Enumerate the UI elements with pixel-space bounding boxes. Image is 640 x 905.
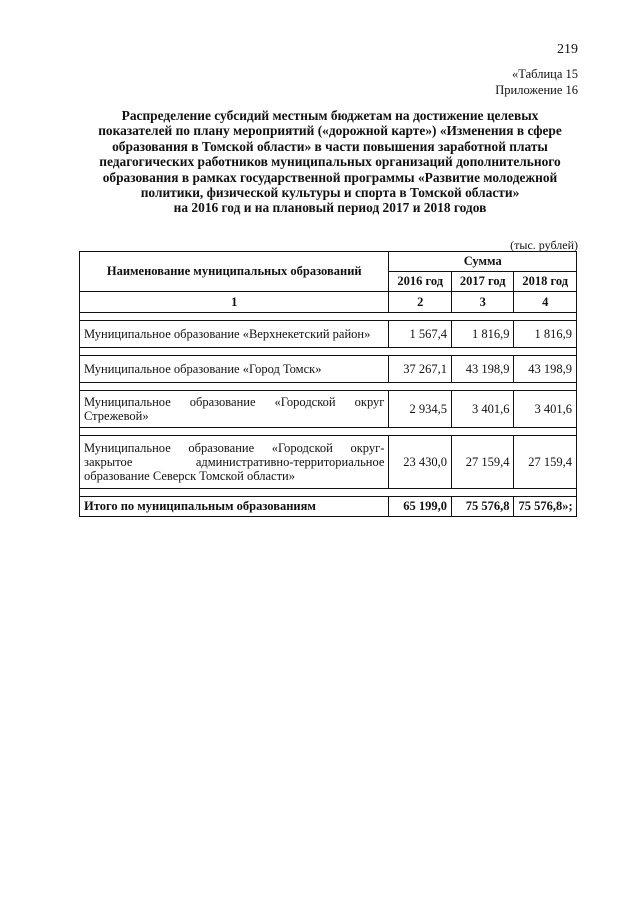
spacer-cell [80,489,577,497]
appendix-label: Приложение 16 [495,83,578,97]
amount-2018: 1 816,9 [514,321,577,348]
subsidy-table [79,251,577,517]
title-line: политики, физической культуры и спорта в Томской области» [140,185,520,201]
title-line: образования в Томской области» в части повышения заработной платы [112,138,548,154]
column-index: 3 [451,292,514,313]
page-number: 219 [557,42,578,57]
row-spacer [80,428,577,436]
amount-2017: 27 159,4 [451,436,514,489]
table-row [80,321,577,348]
column-index: 2 [389,292,452,313]
title-line: Распределение субсидий местным бюджетам на достижение целевых [121,108,539,123]
column-index: 4 [514,292,577,313]
title-line: показателей по плану мероприятий («дорожной карте») «Изменения в сфере [98,123,562,139]
total-2017: 75 576,8 [451,497,514,517]
closing-quote: »; [562,499,573,513]
spacer-cell [80,383,577,391]
amount-2017: 43 198,9 [451,356,514,383]
title-line: педагогических работников муниципальных организаций дополнительного [99,154,561,170]
total-row [80,497,577,517]
header-year-2017: 2017 год [451,272,514,292]
row-spacer [80,313,577,321]
total-label: Итого по муниципальным образованиям [80,497,389,517]
table-label: «Таблица 15 [512,67,578,81]
header-year-2016: 2016 год [389,272,452,292]
total-2016: 65 199,0 [389,497,452,517]
header-sum: Сумма [389,252,577,272]
spacer-cell [80,348,577,356]
table-row [80,391,577,428]
amount-2017: 1 816,9 [451,321,514,348]
units-label: (тыс. рублей) [510,238,578,252]
amount-2016: 23 430,0 [389,436,452,489]
municipality-name: Муниципальное образование «Верхнекетский район» [80,321,389,348]
total-2018: 75 576,8 [518,499,563,513]
amount-2018: 3 401,6 [514,391,577,428]
title-line: образования в рамках государственной программы «Развитие молодежной [102,169,558,185]
table-row [80,356,577,383]
column-index-row [80,292,577,313]
municipality-name: Муниципальное образование «Городской округ-закрытое административно-территориальное образование Северск Томской области» [80,436,389,489]
column-index: 1 [80,292,389,313]
amount-2017: 3 401,6 [451,391,514,428]
municipality-name: Муниципальное образование «Городской округ Стрежевой» [80,391,389,428]
municipality-name: Муниципальное образование «Город Томск» [80,356,389,383]
row-spacer [80,383,577,391]
amount-2018: 27 159,4 [514,436,577,489]
amount-2016: 37 267,1 [389,356,452,383]
amount-2016: 1 567,4 [389,321,452,348]
row-spacer [80,489,577,497]
total-2018-cell [514,497,577,517]
spacer-cell [80,313,577,321]
table-header-row [80,252,577,272]
table-row [80,436,577,489]
header-name: Наименование муниципальных образований [80,252,389,292]
title-line: на 2016 год и на плановый период 2017 и 2018 годов [173,200,487,216]
spacer-cell [80,428,577,436]
appendix-reference [495,66,578,98]
amount-2018: 43 198,9 [514,356,577,383]
row-spacer [80,348,577,356]
amount-2016: 2 934,5 [389,391,452,428]
header-year-2018: 2018 год [514,272,577,292]
document-title [80,108,580,216]
